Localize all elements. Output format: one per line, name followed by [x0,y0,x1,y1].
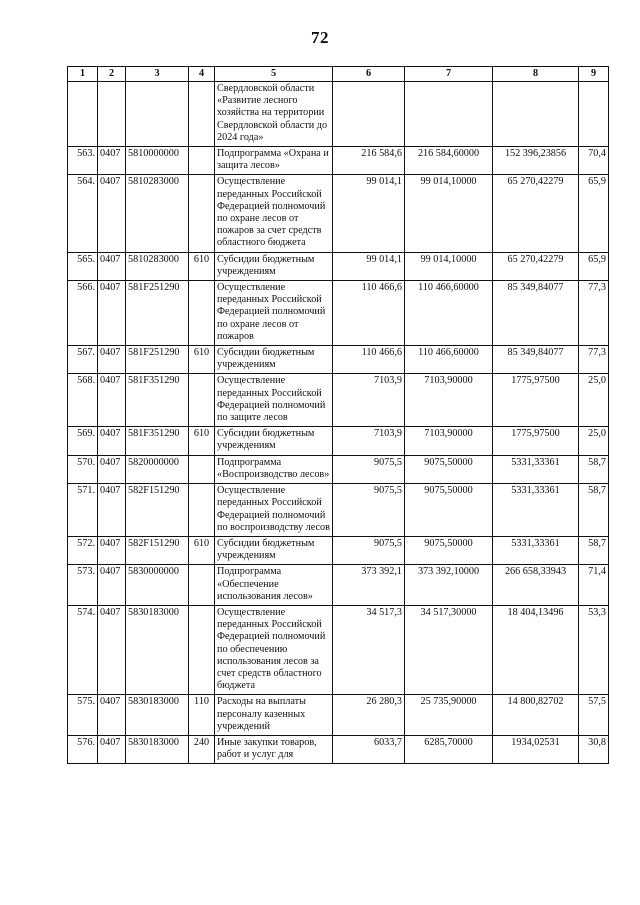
table-row [68,735,609,763]
section-cell: 0407 [98,536,126,564]
target-code-cell: 5810283000 [126,175,189,252]
name-cell: Осуществление переданных Российской Федерацией полномочий по воспроизводству лесов [215,484,333,537]
column-header: 9 [579,67,609,82]
percent-cell: 77,3 [579,346,609,374]
row-number-cell [68,82,98,147]
plan-value-cell: 7103,9 [333,374,405,427]
section-cell: 0407 [98,374,126,427]
column-header: 7 [405,67,493,82]
name-cell: Субсидии бюджетным учреждениям [215,536,333,564]
expense-type-cell [189,565,215,606]
plan-value-cell: 373 392,1 [333,565,405,606]
refined-value-cell: 7103,90000 [405,374,493,427]
expense-type-cell: 610 [189,252,215,280]
plan-value-cell: 34 517,3 [333,605,405,694]
section-cell [98,82,126,147]
section-cell: 0407 [98,484,126,537]
refined-value-cell: 373 392,10000 [405,565,493,606]
table-row [68,374,609,427]
plan-value-cell: 6033,7 [333,735,405,763]
expense-type-cell [189,147,215,175]
plan-value-cell: 9075,5 [333,536,405,564]
refined-value-cell: 7103,90000 [405,427,493,455]
actual-value-cell: 65 270,42279 [493,252,579,280]
row-number-cell: 576. [68,735,98,763]
target-code-cell: 5820000000 [126,455,189,483]
actual-value-cell: 5331,33361 [493,484,579,537]
percent-cell: 58,7 [579,484,609,537]
target-code-cell [126,82,189,147]
name-cell: Расходы на выплаты персоналу казенных учреждений [215,695,333,736]
refined-value-cell: 25 735,90000 [405,695,493,736]
row-number-cell: 571. [68,484,98,537]
page-number: 72 [311,28,329,47]
percent-cell: 53,3 [579,605,609,694]
table-header [68,67,609,82]
table-row [68,695,609,736]
plan-value-cell: 7103,9 [333,427,405,455]
refined-value-cell [405,82,493,147]
actual-value-cell: 266 658,33943 [493,565,579,606]
plan-value-cell: 99 014,1 [333,175,405,252]
expense-type-cell [189,484,215,537]
table-row [68,147,609,175]
expense-type-cell [189,281,215,346]
column-header: 4 [189,67,215,82]
refined-value-cell: 9075,50000 [405,536,493,564]
target-code-cell: 581F251290 [126,346,189,374]
percent-cell: 70,4 [579,147,609,175]
expense-type-cell [189,605,215,694]
plan-value-cell: 9075,5 [333,455,405,483]
actual-value-cell: 14 800,82702 [493,695,579,736]
target-code-cell: 5810283000 [126,252,189,280]
table-row [68,346,609,374]
name-cell: Подпрограмма «Воспроизводство лесов» [215,455,333,483]
percent-cell: 25,0 [579,374,609,427]
plan-value-cell: 99 014,1 [333,252,405,280]
actual-value-cell: 5331,33361 [493,536,579,564]
target-code-cell: 581F351290 [126,374,189,427]
section-cell: 0407 [98,346,126,374]
table-row [68,252,609,280]
actual-value-cell [493,82,579,147]
budget-table [67,66,609,764]
plan-value-cell: 26 280,3 [333,695,405,736]
actual-value-cell: 1775,97500 [493,374,579,427]
row-number-cell: 563. [68,147,98,175]
refined-value-cell: 34 517,30000 [405,605,493,694]
row-number-cell: 572. [68,536,98,564]
actual-value-cell: 85 349,84077 [493,281,579,346]
row-number-cell: 574. [68,605,98,694]
column-header: 8 [493,67,579,82]
name-cell: Подпрограмма «Охрана и защита лесов» [215,147,333,175]
target-code-cell: 5810000000 [126,147,189,175]
actual-value-cell: 65 270,42279 [493,175,579,252]
section-cell: 0407 [98,735,126,763]
actual-value-cell: 18 404,13496 [493,605,579,694]
expense-type-cell: 610 [189,346,215,374]
section-cell: 0407 [98,281,126,346]
percent-cell: 71,4 [579,565,609,606]
table-row [68,175,609,252]
name-cell: Иные закупки товаров, работ и услуг для [215,735,333,763]
expense-type-cell [189,175,215,252]
row-number-cell: 569. [68,427,98,455]
table-row [68,82,609,147]
plan-value-cell: 110 466,6 [333,281,405,346]
name-cell: Субсидии бюджетным учреждениям [215,252,333,280]
section-cell: 0407 [98,252,126,280]
target-code-cell: 5830183000 [126,735,189,763]
header-row [68,67,609,82]
name-cell: Осуществление переданных Российской Федерацией полномочий по охране лесов от пожаров за счет средств областного бюджета [215,175,333,252]
actual-value-cell: 5331,33361 [493,455,579,483]
refined-value-cell: 6285,70000 [405,735,493,763]
target-code-cell: 581F251290 [126,281,189,346]
percent-cell: 30,8 [579,735,609,763]
name-cell: Осуществление переданных Российской Федерацией полномочий по обеспечению использования лесов за счет средств областного бюджета [215,605,333,694]
percent-cell [579,82,609,147]
expense-type-cell: 610 [189,536,215,564]
column-header: 3 [126,67,189,82]
expense-type-cell: 610 [189,427,215,455]
section-cell: 0407 [98,147,126,175]
refined-value-cell: 110 466,60000 [405,346,493,374]
table-body [68,82,609,764]
row-number-cell: 575. [68,695,98,736]
name-cell: Подпрограмма «Обеспечение использования лесов» [215,565,333,606]
table-row [68,281,609,346]
expense-type-cell: 240 [189,735,215,763]
percent-cell: 58,7 [579,536,609,564]
refined-value-cell: 110 466,60000 [405,281,493,346]
table-row [68,536,609,564]
target-code-cell: 5830000000 [126,565,189,606]
column-header: 5 [215,67,333,82]
actual-value-cell: 152 396,23856 [493,147,579,175]
actual-value-cell: 1934,02531 [493,735,579,763]
percent-cell: 57,5 [579,695,609,736]
refined-value-cell: 9075,50000 [405,484,493,537]
section-cell: 0407 [98,455,126,483]
column-header: 6 [333,67,405,82]
target-code-cell: 582F151290 [126,484,189,537]
name-cell: Осуществление переданных Российской Федерацией полномочий по защите лесов [215,374,333,427]
target-code-cell: 5830183000 [126,605,189,694]
column-header: 1 [68,67,98,82]
expense-type-cell: 110 [189,695,215,736]
expense-type-cell [189,455,215,483]
refined-value-cell: 99 014,10000 [405,175,493,252]
name-cell: Субсидии бюджетным учреждениям [215,346,333,374]
percent-cell: 65,9 [579,175,609,252]
expense-type-cell [189,82,215,147]
target-code-cell: 582F151290 [126,536,189,564]
plan-value-cell: 110 466,6 [333,346,405,374]
refined-value-cell: 216 584,60000 [405,147,493,175]
row-number-cell: 570. [68,455,98,483]
refined-value-cell: 9075,50000 [405,455,493,483]
expense-type-cell [189,374,215,427]
section-cell: 0407 [98,605,126,694]
name-cell: Субсидии бюджетным учреждениям [215,427,333,455]
table-row [68,484,609,537]
section-cell: 0407 [98,175,126,252]
target-code-cell: 5830183000 [126,695,189,736]
section-cell: 0407 [98,427,126,455]
table-row [68,455,609,483]
refined-value-cell: 99 014,10000 [405,252,493,280]
target-code-cell: 581F351290 [126,427,189,455]
row-number-cell: 565. [68,252,98,280]
actual-value-cell: 1775,97500 [493,427,579,455]
section-cell: 0407 [98,695,126,736]
table-row [68,427,609,455]
percent-cell: 25,0 [579,427,609,455]
row-number-cell: 564. [68,175,98,252]
plan-value-cell [333,82,405,147]
name-cell: Осуществление переданных Российской Федерацией полномочий по охране лесов от пожаров [215,281,333,346]
column-header: 2 [98,67,126,82]
plan-value-cell: 216 584,6 [333,147,405,175]
name-cell: Свердловской области «Развитие лесного хозяйства на территории Свердловской области до 2024 года» [215,82,333,147]
table-row [68,605,609,694]
row-number-cell: 567. [68,346,98,374]
percent-cell: 65,9 [579,252,609,280]
row-number-cell: 566. [68,281,98,346]
row-number-cell: 573. [68,565,98,606]
section-cell: 0407 [98,565,126,606]
percent-cell: 77,3 [579,281,609,346]
percent-cell: 58,7 [579,455,609,483]
table-row [68,565,609,606]
actual-value-cell: 85 349,84077 [493,346,579,374]
row-number-cell: 568. [68,374,98,427]
plan-value-cell: 9075,5 [333,484,405,537]
